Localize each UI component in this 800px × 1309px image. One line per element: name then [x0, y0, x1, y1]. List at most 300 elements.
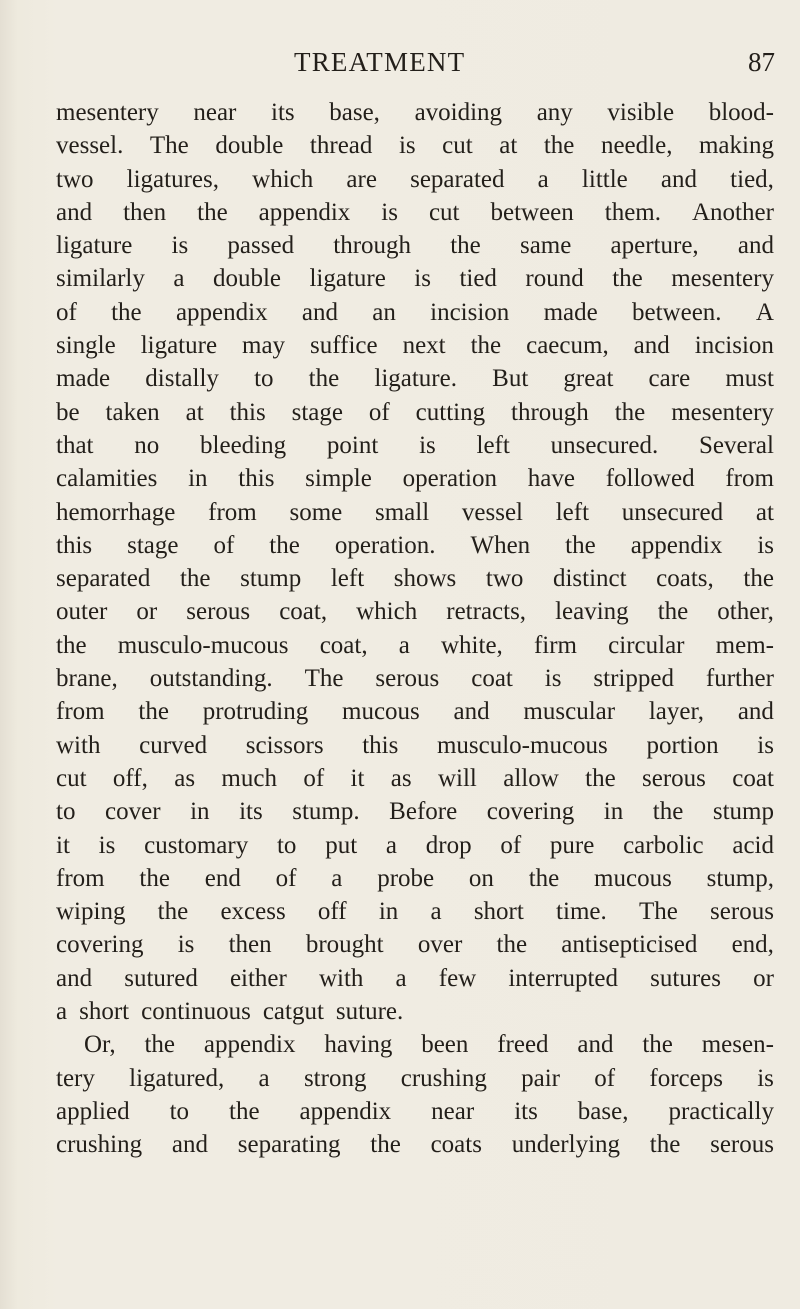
text-line: [56, 1062, 774, 1095]
word: The: [149, 132, 189, 160]
text-line: [56, 262, 774, 295]
word: an: [372, 298, 396, 326]
word: coats,: [656, 565, 714, 593]
text-line: [56, 762, 774, 795]
word: the: [370, 1131, 401, 1159]
word: is: [381, 198, 398, 226]
word: carbolic: [623, 831, 704, 859]
word: of: [500, 831, 522, 859]
word: mucous: [594, 864, 672, 892]
word: and: [633, 332, 670, 360]
word: then: [228, 931, 272, 959]
text-line: [56, 329, 774, 362]
word: be: [56, 398, 80, 426]
word: passed: [227, 232, 295, 260]
word: scissors: [245, 731, 324, 759]
word: bleeding: [200, 431, 287, 459]
word: mem-: [715, 631, 774, 659]
word: retracts,: [446, 598, 527, 626]
word: The: [638, 898, 678, 926]
word: leaving: [555, 598, 629, 626]
word: this: [362, 731, 399, 759]
word: between.: [632, 298, 722, 326]
word: have: [527, 465, 575, 493]
word: coats: [430, 1131, 482, 1159]
word: made: [543, 298, 598, 326]
word: unsecured.: [550, 431, 659, 459]
word: double: [212, 265, 281, 293]
word: serous: [642, 764, 706, 792]
word: single: [56, 332, 116, 360]
word: stump.: [292, 798, 360, 826]
word: and: [453, 698, 490, 726]
word: stage: [291, 398, 343, 426]
word: double: [215, 132, 284, 160]
word: covering: [56, 931, 144, 959]
word: the: [470, 332, 502, 360]
word: at: [185, 398, 204, 426]
word: of: [594, 1064, 616, 1092]
word: to: [56, 798, 76, 826]
word: this: [229, 398, 266, 426]
word: to: [169, 1097, 190, 1125]
word: in: [188, 465, 208, 493]
word: its: [271, 99, 295, 126]
word: the: [743, 565, 774, 593]
word: off,: [112, 764, 148, 792]
word: taken: [105, 398, 160, 426]
word: and: [737, 232, 774, 260]
word: must: [725, 365, 774, 393]
word: a: [398, 631, 410, 659]
word: and: [577, 1031, 614, 1059]
body-text: [56, 96, 774, 1162]
word: crushing: [56, 1131, 143, 1159]
text-line: [56, 662, 774, 695]
word: left: [555, 498, 590, 526]
word: applied: [56, 1097, 130, 1125]
word: stump: [240, 565, 302, 593]
text-line: [56, 362, 774, 395]
word: appendix: [630, 531, 723, 559]
word: pure: [549, 831, 595, 859]
page-header: [0, 42, 800, 82]
text-line: [56, 829, 774, 862]
word: in: [378, 898, 399, 926]
word: is: [757, 731, 774, 759]
word: appendix: [258, 198, 351, 226]
word: round: [525, 265, 584, 293]
word: as: [174, 764, 196, 792]
word: any: [536, 99, 573, 126]
word: either: [229, 964, 287, 992]
word: a: [331, 864, 343, 892]
word: is: [757, 1064, 774, 1092]
word: thread: [309, 132, 373, 160]
word: two: [56, 165, 94, 193]
word: appendix: [203, 1031, 296, 1059]
word: visible: [607, 99, 675, 126]
word: much: [221, 764, 277, 792]
word: stump: [712, 798, 774, 826]
word: point: [326, 431, 379, 459]
word: avoiding: [414, 99, 503, 126]
word: left: [476, 431, 510, 459]
word: separated: [56, 565, 151, 593]
text-line: [56, 1095, 774, 1128]
word: the: [111, 298, 142, 326]
word: next: [402, 332, 446, 360]
word: the: [496, 931, 528, 959]
word: acid: [732, 831, 774, 859]
word: two: [485, 565, 524, 593]
word: mesentery: [671, 265, 774, 293]
word: shows: [393, 565, 457, 593]
word: drop: [425, 831, 472, 859]
word: mesentery: [56, 99, 159, 126]
word: which: [252, 165, 314, 193]
word: great: [563, 365, 614, 393]
word: covering: [486, 798, 575, 826]
running-head: TREATMENT: [294, 47, 466, 77]
word: from: [56, 864, 105, 892]
word: is: [544, 665, 562, 693]
word: customary: [144, 831, 249, 859]
word: further: [705, 665, 774, 693]
word: is: [414, 265, 431, 293]
word: the: [642, 1031, 673, 1059]
word: off: [317, 898, 347, 926]
word: base,: [577, 1097, 629, 1125]
word: distinct: [552, 565, 627, 593]
word: cut: [56, 764, 87, 792]
word: is: [171, 232, 189, 260]
text-line: [56, 529, 774, 562]
word: distally: [145, 365, 219, 393]
word: protruding: [202, 698, 309, 726]
word: the: [308, 365, 340, 393]
word: incision: [430, 298, 510, 326]
word: between: [490, 198, 574, 226]
word: circular: [608, 631, 685, 659]
word: portion: [646, 731, 719, 759]
word: end: [204, 864, 241, 892]
word: musculo-mucous: [117, 631, 289, 659]
word: the: [56, 631, 87, 659]
word: blood-: [708, 99, 774, 126]
word: is: [398, 132, 416, 160]
word: the: [649, 1131, 681, 1159]
word: coat: [732, 764, 774, 792]
word: brought: [305, 931, 384, 959]
word: coat,: [319, 631, 368, 659]
word: tery: [56, 1064, 95, 1092]
text-line: [56, 595, 774, 628]
word: ligature.: [374, 365, 457, 393]
word: from: [725, 465, 774, 493]
word: left: [330, 565, 365, 593]
word: the: [139, 864, 170, 892]
text-line: [56, 196, 774, 229]
word: calamities: [56, 465, 158, 493]
word: mesentery: [671, 398, 774, 426]
word: having: [324, 1031, 393, 1059]
word: small: [374, 498, 430, 526]
word: the: [614, 398, 646, 426]
text-line: [56, 928, 774, 961]
word: wiping: [56, 898, 126, 926]
word: When: [470, 531, 531, 559]
word: firm: [533, 631, 577, 659]
word: and: [660, 165, 698, 193]
word: followed: [605, 465, 695, 493]
text-line: [56, 962, 774, 995]
word: antisepticised: [561, 931, 698, 959]
word: and: [301, 298, 338, 326]
word: interrupted: [508, 964, 619, 992]
word: cut: [442, 132, 473, 160]
word: the: [612, 265, 643, 293]
word: outstanding.: [149, 665, 273, 693]
word: as: [390, 764, 412, 792]
word: similarly: [56, 265, 145, 293]
word: curved: [139, 731, 208, 759]
word: ligatured,: [129, 1064, 225, 1092]
word: short: [473, 898, 524, 926]
word: layer,: [648, 698, 705, 726]
word: near: [193, 99, 237, 126]
word: a: [56, 998, 68, 1026]
word: needle,: [600, 132, 673, 160]
word: or: [753, 964, 774, 992]
word: hemorrhage: [56, 498, 176, 526]
word: care: [648, 365, 691, 393]
word: ligature: [56, 232, 133, 260]
word: little: [581, 165, 628, 193]
word: will: [437, 764, 477, 792]
word: the: [269, 531, 300, 559]
text-line: [56, 562, 774, 595]
word: in: [603, 798, 624, 826]
word: at: [499, 132, 518, 160]
word: a: [430, 898, 442, 926]
word: Or,: [84, 1031, 116, 1059]
word: suture.: [335, 998, 404, 1026]
text-line: [56, 795, 774, 828]
word: separating: [237, 1131, 341, 1159]
word: unsecured: [621, 498, 724, 526]
text-line: [56, 96, 774, 129]
word: the: [157, 898, 189, 926]
word: ligatures,: [126, 165, 219, 193]
word: serous: [375, 665, 440, 693]
text-line: [56, 229, 774, 262]
text-line: [56, 296, 774, 329]
word: catgut: [262, 998, 324, 1026]
word: at: [755, 498, 774, 526]
word: is: [177, 931, 195, 959]
text-line: [56, 496, 774, 529]
word: mucous: [342, 698, 420, 726]
word: is: [98, 831, 116, 859]
word: on: [468, 864, 494, 892]
word: to: [254, 365, 274, 393]
word: stripped: [593, 665, 674, 693]
word: caecum,: [526, 332, 609, 360]
word: pair: [521, 1064, 560, 1092]
word: that: [56, 431, 94, 459]
word: and: [56, 964, 93, 992]
text-line: [56, 129, 774, 162]
word: strong: [303, 1064, 367, 1092]
word: Several: [698, 431, 774, 459]
word: the: [229, 1097, 260, 1125]
word: appendix: [175, 298, 268, 326]
word: through: [333, 232, 412, 260]
word: serous: [186, 598, 251, 626]
word: sutured: [124, 964, 198, 992]
word: brane,: [56, 665, 118, 693]
word: this: [238, 465, 275, 493]
word: The: [304, 665, 344, 693]
word: vessel: [461, 498, 523, 526]
word: which: [356, 598, 418, 626]
text-line: [56, 429, 774, 462]
word: the: [528, 864, 560, 892]
word: excess: [220, 898, 286, 926]
word: muscular: [523, 698, 616, 726]
word: the: [144, 1031, 176, 1059]
word: few: [438, 964, 477, 992]
word: probe: [377, 864, 435, 892]
word: no: [134, 431, 160, 459]
word: freed: [497, 1031, 549, 1059]
text-line: [56, 862, 774, 895]
word: over: [417, 931, 463, 959]
word: the: [179, 565, 211, 593]
word: through: [511, 398, 589, 426]
word: Before: [389, 798, 458, 826]
word: from: [208, 498, 257, 526]
word: cutting: [415, 398, 486, 426]
word: some: [289, 498, 343, 526]
word: the: [450, 232, 481, 260]
word: Another: [692, 198, 774, 226]
word: outer: [56, 598, 108, 626]
word: then: [123, 198, 167, 226]
word: ligature: [140, 332, 218, 360]
word: time.: [556, 898, 607, 926]
word: cover: [105, 798, 161, 826]
text-line: [56, 695, 774, 728]
word: incision: [694, 332, 774, 360]
page-number: 87: [748, 47, 775, 77]
word: crushing: [400, 1064, 487, 1092]
word: it: [350, 764, 365, 792]
word: the: [657, 598, 689, 626]
word: and: [56, 198, 93, 226]
word: vessel.: [56, 132, 124, 160]
word: sutures: [650, 964, 721, 992]
word: short: [79, 998, 130, 1026]
word: mesen-: [701, 1031, 774, 1059]
text-line: [56, 462, 774, 495]
word: its: [239, 798, 263, 826]
word: operation.: [334, 531, 436, 559]
word: stage: [127, 531, 179, 559]
word: a: [258, 1064, 270, 1092]
word: is: [419, 431, 436, 459]
word: the: [652, 798, 684, 826]
word: suffice: [310, 332, 378, 360]
word: this: [56, 531, 93, 559]
word: of: [303, 764, 325, 792]
word: A: [755, 298, 774, 326]
text-line: [56, 895, 774, 928]
word: of: [368, 398, 390, 426]
word: in: [190, 798, 210, 826]
word: been: [421, 1031, 469, 1059]
word: with: [318, 964, 364, 992]
word: of: [275, 864, 297, 892]
word: or: [136, 598, 158, 626]
word: appendix: [299, 1097, 392, 1125]
word: white,: [441, 631, 503, 659]
word: aperture,: [610, 232, 699, 260]
word: the: [197, 198, 228, 226]
text-line: [56, 163, 774, 196]
word: from: [56, 698, 105, 726]
word: its: [514, 1097, 538, 1125]
word: a: [385, 831, 397, 859]
word: coat,: [279, 598, 328, 626]
word: the: [138, 698, 169, 726]
word: of: [213, 531, 235, 559]
word: operation: [402, 465, 498, 493]
word: allow: [503, 764, 559, 792]
word: forceps: [649, 1064, 723, 1092]
text-line: [56, 1028, 774, 1061]
word: separated: [410, 165, 505, 193]
text-line: [56, 629, 774, 662]
word: But: [492, 365, 529, 393]
word: base,: [329, 99, 380, 126]
word: put: [325, 831, 358, 859]
word: a: [173, 265, 185, 293]
word: and: [737, 698, 774, 726]
word: continuous: [141, 998, 251, 1026]
word: with: [56, 731, 101, 759]
word: the: [543, 132, 575, 160]
word: serous: [710, 898, 774, 926]
word: underlying: [511, 1131, 621, 1159]
word: and: [171, 1131, 208, 1159]
word: simple: [305, 465, 372, 493]
word: coat: [471, 665, 513, 693]
word: end,: [731, 931, 774, 959]
word: the: [565, 531, 596, 559]
word: stump,: [706, 864, 774, 892]
word: it: [56, 831, 70, 859]
text-line: [56, 729, 774, 762]
word: the: [585, 764, 616, 792]
word: them.: [604, 198, 662, 226]
word: making: [698, 132, 774, 160]
word: same: [519, 232, 572, 260]
text-line: [56, 995, 774, 1028]
word: ligature: [309, 265, 386, 293]
word: musculo-mucous: [436, 731, 608, 759]
